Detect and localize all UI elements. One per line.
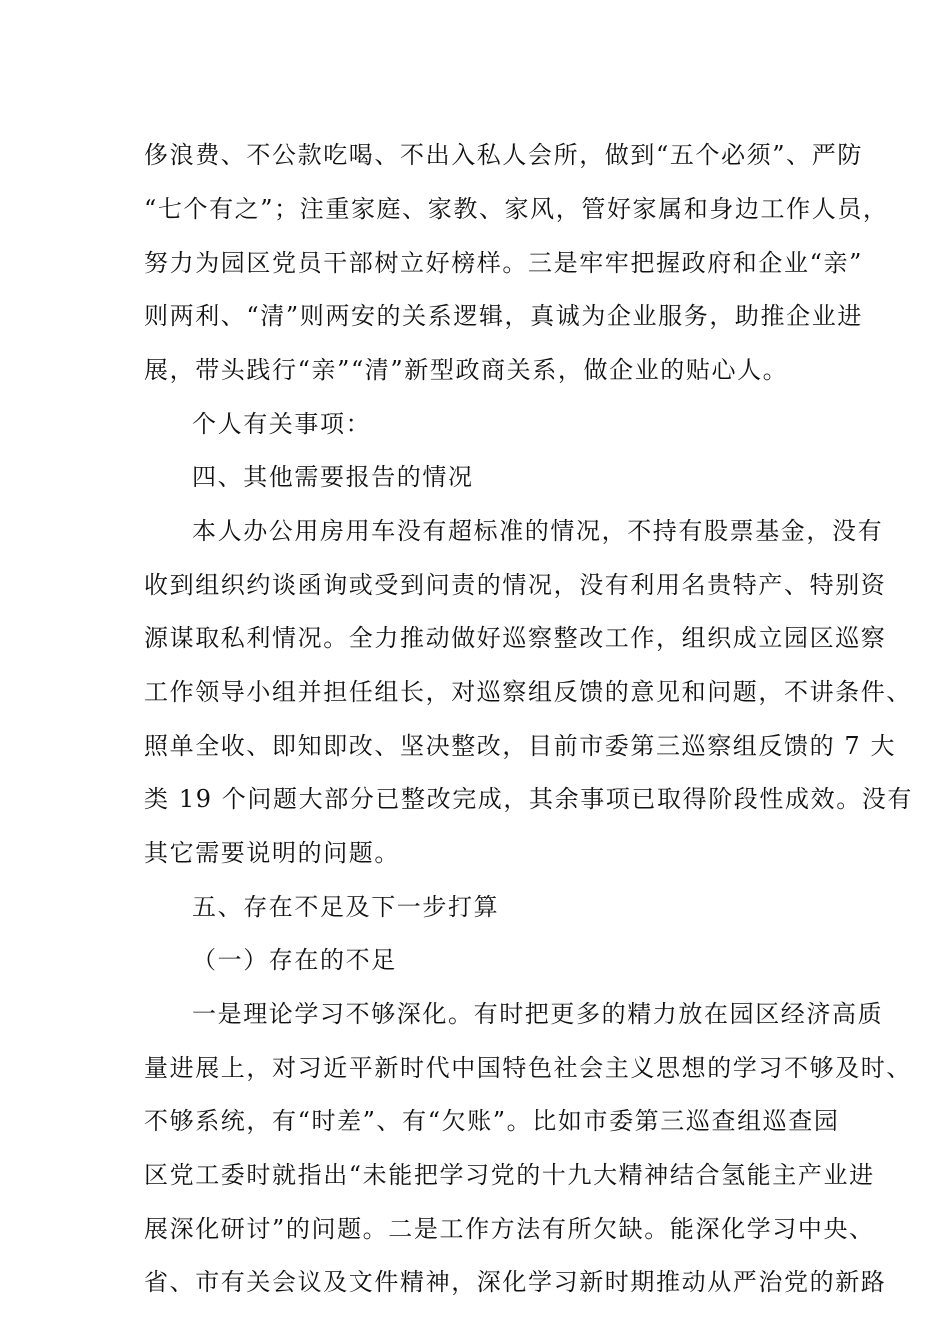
- text-line: 努力为园区党员干部树立好榜样。三是牢牢把握政府和企业“亲”: [144, 249, 863, 277]
- subsection-heading: （一）存在的不足: [192, 946, 397, 974]
- text-line: 则两利、“清”则两安的关系逻辑，真诚为企业服务，助推企业进: [144, 302, 863, 330]
- text-line: 省、市有关会议及文件精神，深化学习新时期推动从严治党的新路: [144, 1268, 887, 1296]
- text-line: 工作领导小组并担任组长，对巡察组反馈的意见和问题，不讲条件、: [144, 678, 912, 706]
- text-line: 侈浪费、不公款吃喝、不出入私人会所，做到“五个必须”、严防: [144, 141, 863, 169]
- paragraph-start-line: 本人办公用房用车没有超标准的情况，不持有股票基金，没有: [192, 517, 884, 545]
- text-line: 不够系统，有“时差”、有“欠账”。比如市委第三巡查组巡查园: [144, 1107, 840, 1135]
- text-line: 源谋取私利情况。全力推动做好巡察整改工作，组织成立园区巡察: [144, 624, 887, 652]
- paragraph-start-line: 一是理论学习不够深化。有时把更多的精力放在园区经济高质: [192, 1000, 884, 1028]
- text-line: 照单全收、即知即改、坚决整改，目前市委第三巡察组反馈的 7 大: [144, 732, 897, 760]
- section-label: 个人有关事项：: [192, 410, 372, 438]
- text-line: 区党工委时就指出“未能把学习党的十九大精神结合氢能主产业进: [144, 1161, 875, 1189]
- text-line: 展深化研讨”的问题。二是工作方法有所欠缺。能深化学习中央、: [144, 1215, 875, 1243]
- section-heading: 四、其他需要报告的情况: [192, 463, 474, 491]
- text-line: “七个有之”；注重家庭、家教、家风，管好家属和身边工作人员，: [144, 195, 889, 223]
- text-line: 展，带头践行“亲”“清”新型政商关系，做企业的贴心人。: [144, 356, 789, 384]
- section-heading: 五、存在不足及下一步打算: [192, 893, 500, 921]
- text-line: 其它需要说明的问题。: [144, 839, 400, 867]
- text-line: 量进展上，对习近平新时代中国特色社会主义思想的学习不够及时、: [144, 1054, 912, 1082]
- text-line: 类 19 个问题大部分已整改完成，其余事项已取得阶段性成效。没有: [144, 785, 913, 813]
- text-line: 收到组织约谈函询或受到问责的情况，没有利用名贵特产、特别资: [144, 571, 887, 599]
